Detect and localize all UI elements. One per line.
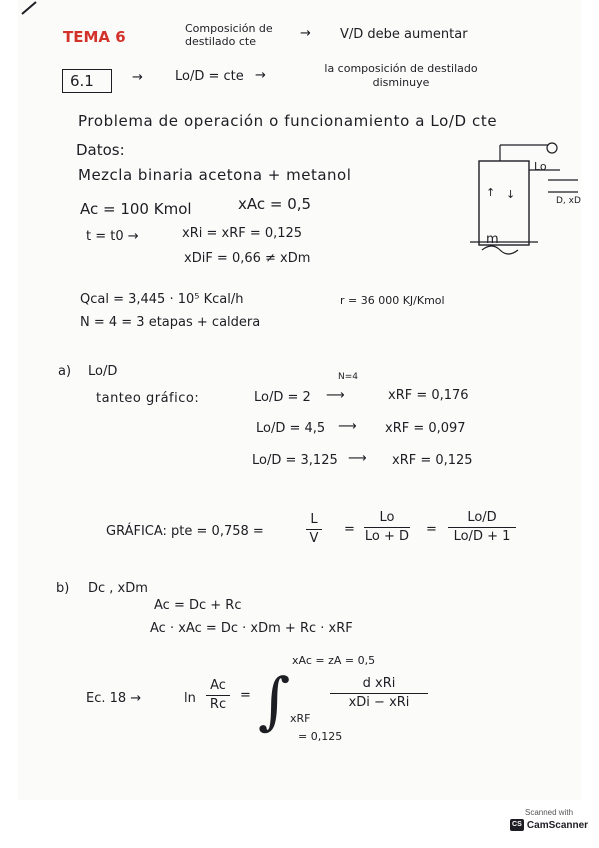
tanteo-row-1-arrow: ⟶ bbox=[326, 388, 345, 403]
tanteo-row-1-rhs: xRF = 0,176 bbox=[388, 388, 469, 403]
integrand-num: d xRi bbox=[362, 676, 396, 691]
integral-lower-limit: xRF bbox=[290, 712, 311, 725]
part-b-title: Dc , xDm bbox=[88, 581, 148, 596]
equals-1: = bbox=[344, 522, 355, 537]
section-result: la composición de destilado disminuye bbox=[324, 62, 478, 89]
qcal-value: Qcal = 3,445 · 10⁵ Kcal/h bbox=[80, 292, 244, 307]
fraction-rc-den: Rc bbox=[209, 697, 227, 712]
t-label: t = t0 → bbox=[86, 229, 139, 244]
fraction-lod-den: Lo/D + 1 bbox=[453, 529, 511, 544]
fraction-ac-rc bbox=[206, 678, 230, 713]
grafica-label: GRÁFICA: pte = 0,758 = bbox=[106, 524, 264, 539]
tema-title: TEMA 6 bbox=[63, 28, 126, 46]
ac-value: Ac = 100 Kmol bbox=[80, 200, 192, 218]
fraction-ac-num: Ac bbox=[210, 678, 226, 693]
xri-value: xRi = xRF = 0,125 bbox=[182, 226, 303, 241]
header-note-right: V/D debe aumentar bbox=[340, 27, 468, 42]
n-value: N = 4 = 3 etapas + caldera bbox=[80, 315, 261, 330]
part-a-title: Lo/D bbox=[88, 364, 118, 379]
fraction-l-v-num: L bbox=[310, 512, 318, 527]
fraction-lod-num: Lo/D bbox=[467, 510, 497, 525]
r-value: r = 36 000 KJ/Kmol bbox=[340, 294, 445, 307]
camscanner-badge bbox=[505, 808, 593, 831]
pen-mark bbox=[22, 2, 36, 14]
datos-label: Datos: bbox=[76, 141, 125, 159]
fraction-l-v-den: V bbox=[309, 531, 319, 546]
integrand-fraction bbox=[330, 676, 428, 711]
diagram-lo-label: Lo bbox=[534, 160, 547, 173]
part-b-label: b) bbox=[56, 581, 70, 596]
camscanner-icon: CS bbox=[510, 819, 524, 831]
section-number: 6.1 bbox=[70, 72, 94, 90]
header-arrow: → bbox=[300, 26, 311, 41]
tanteo-label: tanteo gráfico: bbox=[96, 391, 200, 406]
tanteo-row-2-lhs: Lo/D = 4,5 bbox=[256, 421, 326, 436]
diagram-m-label: m bbox=[486, 232, 499, 247]
camscanner-text: CamScanner bbox=[526, 819, 589, 831]
header-note-left: Composición de destilado cte bbox=[185, 22, 273, 48]
integral-lower-value: = 0,125 bbox=[298, 730, 343, 743]
tanteo-row-1-lhs: Lo/D = 2 bbox=[254, 390, 311, 405]
xdif-value: xDiF = 0,66 ≠ xDm bbox=[184, 251, 311, 266]
integral-upper-limit: xAc = zA = 0,5 bbox=[292, 654, 376, 667]
equals-2: = bbox=[426, 522, 437, 537]
fraction-lod bbox=[448, 510, 516, 545]
tanteo-row-2-arrow: ⟶ bbox=[338, 419, 357, 434]
diagram-arrow-down: ↓ bbox=[506, 188, 516, 201]
section-arrow: → bbox=[132, 70, 143, 85]
fraction-l-v bbox=[306, 512, 322, 547]
tanteo-row-3-rhs: xRF = 0,125 bbox=[392, 453, 473, 468]
equals-3: = bbox=[240, 688, 251, 703]
ln-label: ln bbox=[184, 691, 196, 706]
camscanner-logo bbox=[505, 819, 593, 831]
diagram-arrow-up: ↑ bbox=[486, 186, 496, 199]
fraction-lo-lod bbox=[364, 510, 410, 545]
section-condition: Lo/D = cte bbox=[175, 69, 244, 84]
diagram-d-label: D, xD bbox=[556, 196, 581, 206]
ec18-label: Ec. 18 → bbox=[86, 691, 142, 706]
mass-balance-2: Ac · xAc = Dc · xDm + Rc · xRF bbox=[150, 621, 353, 636]
condenser-icon bbox=[547, 143, 557, 153]
tanteo-row-3-arrow: ⟶ bbox=[348, 451, 367, 466]
integral-sign: ∫ bbox=[258, 664, 291, 737]
tanteo-row-3-lhs: Lo/D = 3,125 bbox=[252, 453, 338, 468]
problem-title: Problema de operación o funcionamiento a Lo/D cte bbox=[78, 112, 498, 130]
mass-balance-1: Ac = Dc + Rc bbox=[154, 598, 242, 613]
fraction-lo-den: Lo + D bbox=[364, 529, 410, 544]
scanned-with-text: Scanned with bbox=[524, 808, 574, 817]
part-a-label: a) bbox=[58, 364, 72, 379]
mezcla-text: Mezcla binaria acetona + metanol bbox=[78, 166, 352, 184]
integrand-den: xDi − xRi bbox=[348, 695, 410, 710]
tanteo-row-2-rhs: xRF = 0,097 bbox=[385, 421, 466, 436]
fraction-lo-num: Lo bbox=[379, 510, 395, 525]
section-arrow-2: → bbox=[255, 68, 266, 83]
n4-label: N=4 bbox=[338, 372, 358, 382]
reboiler-coil bbox=[482, 246, 518, 254]
xac-value: xAc = 0,5 bbox=[238, 195, 312, 213]
